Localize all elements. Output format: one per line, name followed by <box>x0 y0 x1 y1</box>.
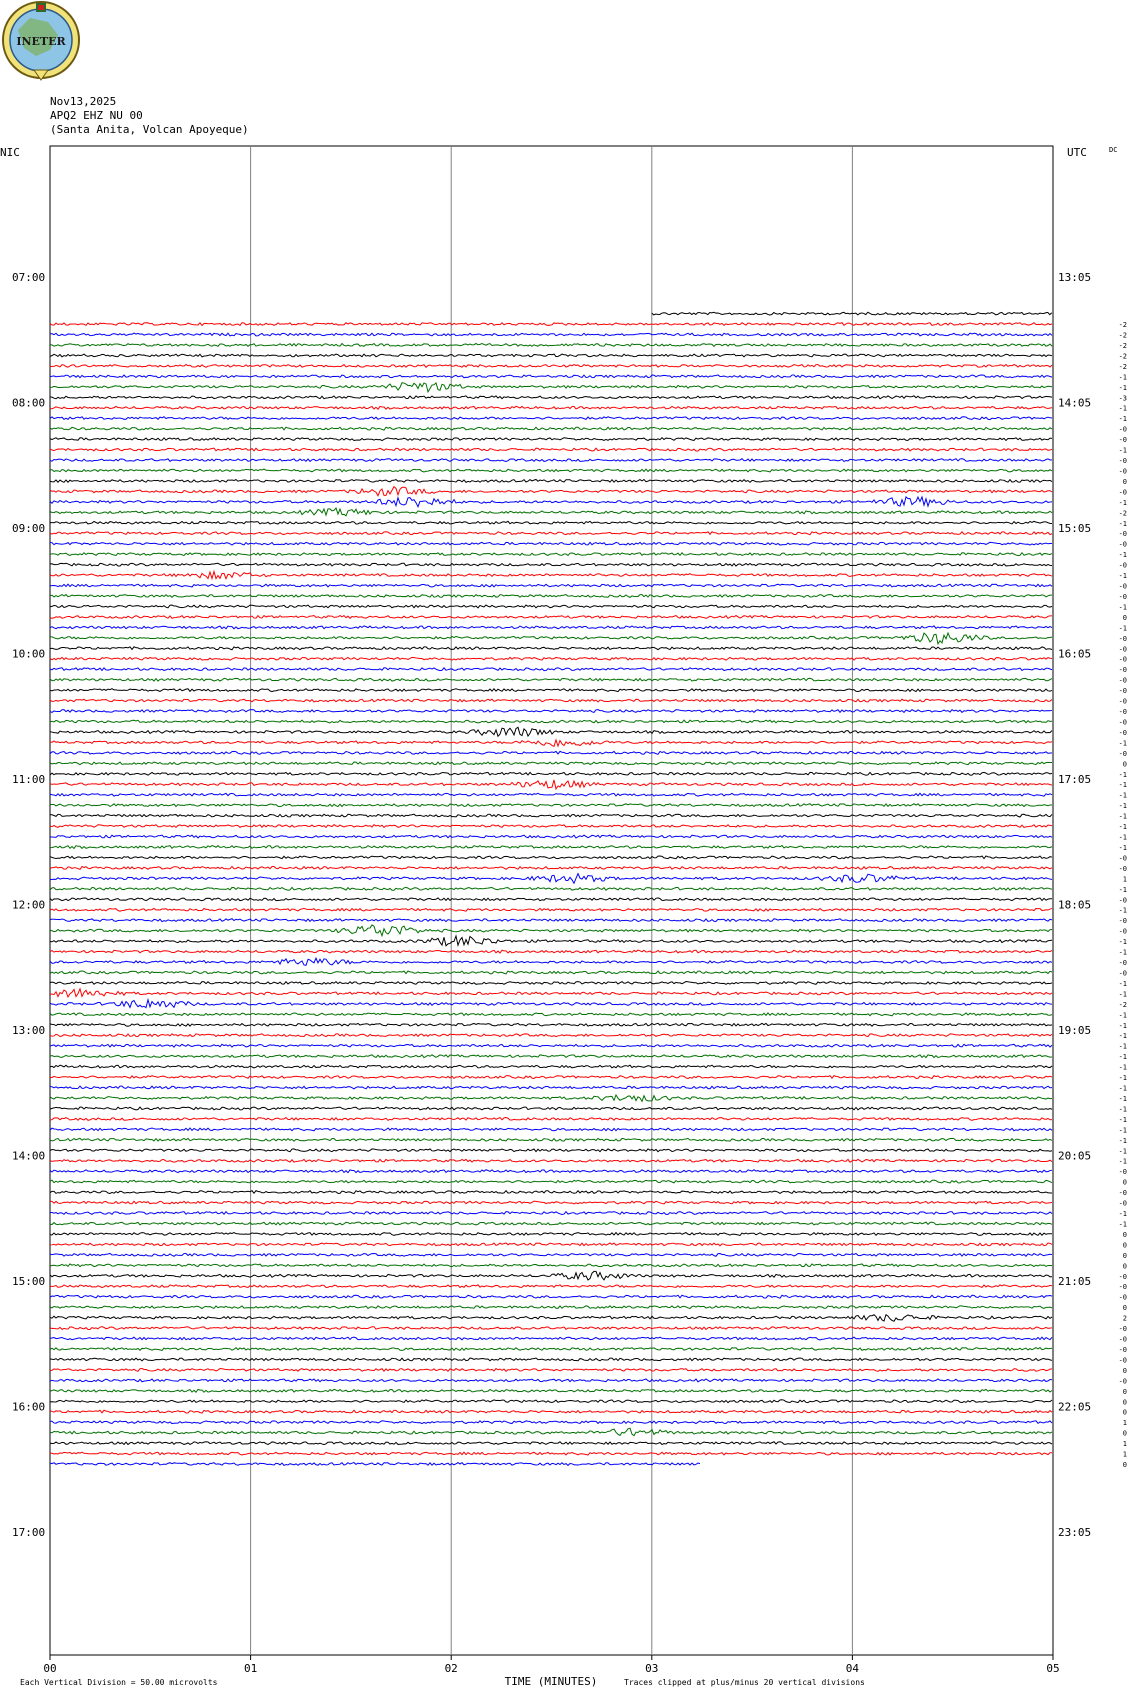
seismic-trace <box>50 1000 1052 1008</box>
dc-offset-value: -1 <box>1118 948 1127 957</box>
seismic-trace <box>50 989 1052 997</box>
seismic-trace <box>50 950 1052 953</box>
dc-offset-value: 1 <box>1122 1440 1127 1449</box>
dc-offset-value: -2 <box>1118 331 1127 340</box>
seismic-trace <box>50 605 1052 608</box>
seismic-trace <box>50 1306 1052 1309</box>
seismic-trace <box>50 720 1052 723</box>
seismic-trace <box>50 1149 1052 1152</box>
seismic-trace <box>50 1180 1052 1183</box>
seismic-trace <box>50 1023 1052 1026</box>
dc-offset-value: -0 <box>1118 969 1127 978</box>
seismic-trace <box>50 532 1052 535</box>
dc-offset-value: 0 <box>1122 1230 1127 1239</box>
seismic-trace <box>50 1118 1052 1121</box>
seismic-trace <box>50 1065 1052 1068</box>
dc-offset-value: -2 <box>1118 341 1127 350</box>
dc-offset-value: -0 <box>1118 457 1127 466</box>
seismic-trace <box>50 793 1052 796</box>
seismic-trace <box>50 406 1052 409</box>
seismic-trace <box>50 751 1052 754</box>
seismic-trace <box>50 1086 1052 1089</box>
dc-offset-value: -1 <box>1118 519 1127 528</box>
dc-offset-value: -1 <box>1118 1084 1127 1093</box>
seismic-trace <box>50 584 1052 587</box>
dc-offset-value: -1 <box>1118 1063 1127 1072</box>
dc-offset-value: -1 <box>1118 1021 1127 1030</box>
seismic-trace <box>50 1253 1052 1256</box>
dc-offset-value: -1 <box>1118 823 1127 832</box>
seismic-trace <box>50 887 1052 890</box>
dc-offset-value: -1 <box>1118 812 1127 821</box>
x-tick-label: 00 <box>43 1662 57 1675</box>
seismic-trace <box>50 427 1052 430</box>
dc-offset-value: -0 <box>1118 1377 1127 1386</box>
x-tick-label: 04 <box>845 1662 860 1675</box>
header-date: Nov13,2025 <box>50 95 117 108</box>
dc-offset-value: -0 <box>1118 561 1127 570</box>
dc-offset-value: 0 <box>1122 1241 1127 1250</box>
dc-offset-value: -1 <box>1118 979 1127 988</box>
seismic-trace <box>50 344 1052 347</box>
dc-offset-value: 0 <box>1122 613 1127 622</box>
seismic-trace <box>50 448 1052 451</box>
left-hour-label: 13:00 <box>12 1024 46 1037</box>
seismic-trace <box>50 668 1052 671</box>
x-axis-label: TIME (MINUTES) <box>504 1675 598 1688</box>
seismic-trace <box>50 487 1052 496</box>
seismic-trace <box>50 323 1052 326</box>
dc-offset-value: -0 <box>1118 634 1127 643</box>
seismic-trace <box>50 1452 1052 1455</box>
seismic-trace <box>50 1222 1052 1225</box>
dc-offset-value: -0 <box>1118 1325 1127 1334</box>
seismic-trace <box>50 856 1052 859</box>
seismic-trace <box>50 925 1052 936</box>
seismic-trace <box>50 333 1052 336</box>
dc-offset-value: 0 <box>1122 1262 1127 1271</box>
left-hour-label: 08:00 <box>12 396 46 410</box>
left-hour-label: 11:00 <box>12 773 46 786</box>
dc-offset-value: 2 <box>1122 1314 1127 1323</box>
seismic-trace <box>50 1191 1052 1194</box>
seismic-trace <box>50 542 1052 545</box>
seismic-trace <box>50 469 1052 472</box>
seismic-trace <box>50 814 1052 817</box>
dc-offset-value: -0 <box>1118 467 1127 476</box>
dc-offset-value: -1 <box>1118 1220 1127 1229</box>
dc-offset-value: -2 <box>1118 321 1127 330</box>
seismic-trace <box>50 626 1052 629</box>
seismic-trace <box>50 1463 700 1466</box>
seismic-trace <box>50 780 1052 789</box>
dc-offset-value: -0 <box>1118 488 1127 497</box>
seismic-trace <box>50 804 1052 807</box>
seismic-trace <box>50 874 1052 884</box>
seismic-trace <box>50 1128 1052 1131</box>
seismic-trace <box>50 521 1052 524</box>
dc-offset-value: -1 <box>1118 1157 1127 1166</box>
seismic-trace <box>652 312 1052 315</box>
dc-offset-value: -1 <box>1118 415 1127 424</box>
dc-offset-value: -0 <box>1118 1356 1127 1365</box>
seismic-trace <box>50 1295 1052 1298</box>
seismic-trace <box>50 1358 1052 1361</box>
right-hour-label: 20:05 <box>1058 1149 1092 1163</box>
seismic-trace <box>50 710 1052 713</box>
dc-offset-value: -0 <box>1118 540 1127 549</box>
seismic-trace <box>50 396 1052 399</box>
dc-offset-value: -1 <box>1118 1074 1127 1083</box>
seismic-trace <box>50 1013 1052 1016</box>
x-tick-label: 03 <box>645 1662 659 1675</box>
dc-offset-value: 0 <box>1122 1178 1127 1187</box>
seismic-trace <box>50 1076 1052 1079</box>
dc-offset-value: 0 <box>1122 1251 1127 1260</box>
dc-offset-value: -2 <box>1118 509 1127 518</box>
dc-offset-value: 0 <box>1122 760 1127 769</box>
seismic-trace <box>50 354 1052 357</box>
dc-offset-value: -0 <box>1118 676 1127 685</box>
seismic-trace <box>50 678 1052 681</box>
right-axis-label: UTC <box>1067 146 1087 159</box>
seismic-trace <box>50 508 1052 516</box>
seismic-trace <box>50 417 1052 420</box>
dc-offset-value: -0 <box>1118 1168 1127 1177</box>
logo-text: INETER <box>16 35 66 48</box>
seismic-trace <box>50 1095 1052 1101</box>
seismic-trace <box>50 1421 1052 1424</box>
dc-offset-value: 1 <box>1122 1450 1127 1459</box>
seismic-trace <box>50 657 1052 660</box>
dc-offset-value: -0 <box>1118 1345 1127 1354</box>
seismic-trace <box>50 615 1052 618</box>
left-hour-label: 16:00 <box>12 1400 46 1414</box>
dc-offset-value: -1 <box>1118 572 1127 581</box>
dc-label: DC <box>1109 146 1118 154</box>
dc-offset-value: 0 <box>1122 1304 1127 1313</box>
seismic-trace <box>50 1348 1052 1351</box>
right-hour-label: 21:05 <box>1058 1275 1092 1288</box>
seismic-trace <box>50 908 1052 911</box>
seismic-trace <box>50 825 1052 828</box>
left-hour-label: 07:00 <box>12 271 46 284</box>
dc-offset-value: -1 <box>1118 1126 1127 1135</box>
seismic-trace <box>50 699 1052 702</box>
footer-scale-note: Each Vertical Division = 50.00 microvolts <box>20 1678 218 1687</box>
dc-offset-value: -1 <box>1118 802 1127 811</box>
seismic-trace <box>50 1271 1052 1280</box>
dc-offset-value: -1 <box>1118 1053 1127 1062</box>
left-hour-label: 14:00 <box>12 1149 46 1163</box>
dc-offset-value: 1 <box>1122 875 1127 884</box>
dc-offset-value: -0 <box>1118 592 1127 601</box>
seismic-trace <box>50 1243 1052 1246</box>
seismic-trace <box>50 1159 1052 1162</box>
dc-offset-value: -0 <box>1118 917 1127 926</box>
dc-offset-value: -0 <box>1118 708 1127 717</box>
seismic-trace <box>50 1327 1052 1330</box>
seismic-trace <box>50 1410 1052 1413</box>
footer-clip-note: Traces clipped at plus/minus 20 vertical divisions <box>624 1678 865 1687</box>
seismic-trace <box>50 1337 1052 1340</box>
seismic-trace <box>50 1389 1052 1392</box>
left-axis-label: NIC <box>0 146 20 159</box>
header-location: (Santa Anita, Volcan Apoyeque) <box>50 123 249 136</box>
dc-offset-value: -1 <box>1118 373 1127 382</box>
seismic-trace <box>50 383 1052 392</box>
dc-offset-value: -0 <box>1118 666 1127 675</box>
dc-offset-value: -1 <box>1118 990 1127 999</box>
dc-offset-value: -0 <box>1118 959 1127 968</box>
seismic-trace <box>50 689 1052 692</box>
dc-offset-value: -1 <box>1118 446 1127 455</box>
dc-offset-value: -1 <box>1118 1011 1127 1020</box>
dc-offset-value: -0 <box>1118 425 1127 434</box>
dc-offset-value: 0 <box>1122 1387 1127 1396</box>
dc-offset-value: -0 <box>1118 697 1127 706</box>
dc-offset-value: -1 <box>1118 906 1127 915</box>
seismic-trace <box>50 971 1052 974</box>
dc-offset-value: -1 <box>1118 624 1127 633</box>
seismic-trace <box>50 919 1052 922</box>
dc-offset-value: 0 <box>1122 1366 1127 1375</box>
seismic-trace <box>50 1138 1052 1141</box>
seismic-trace <box>50 835 1052 838</box>
dc-offset-value: -1 <box>1118 551 1127 560</box>
dc-offset-value: -0 <box>1118 655 1127 664</box>
dc-offset-value: -1 <box>1118 885 1127 894</box>
dc-offset-value: 0 <box>1122 1461 1127 1470</box>
seismic-trace <box>50 958 1052 965</box>
right-hour-label: 22:05 <box>1058 1400 1092 1414</box>
dc-offset-value: -1 <box>1118 1115 1127 1124</box>
seismic-trace <box>50 1233 1052 1236</box>
dc-offset-value: -0 <box>1118 687 1127 696</box>
dc-offset-value: -3 <box>1118 394 1127 403</box>
x-tick-label: 02 <box>444 1662 458 1675</box>
seismic-trace <box>50 479 1052 482</box>
dc-offset-value: -0 <box>1118 896 1127 905</box>
seismic-trace <box>50 772 1052 775</box>
seismic-trace <box>50 438 1052 441</box>
seismic-trace <box>50 647 1052 650</box>
seismic-trace <box>50 563 1052 566</box>
seismic-trace <box>50 1212 1052 1215</box>
seismic-trace <box>50 364 1052 367</box>
dc-offset-value: -0 <box>1118 530 1127 539</box>
right-hour-label: 14:05 <box>1058 396 1092 410</box>
seismic-trace <box>50 1379 1052 1382</box>
seismic-trace <box>50 936 1052 946</box>
seismic-trace <box>50 595 1052 598</box>
left-hour-label: 12:00 <box>12 898 46 912</box>
dc-offset-value: -0 <box>1118 436 1127 445</box>
dc-offset-value: -1 <box>1118 739 1127 748</box>
dc-offset-value: -1 <box>1118 603 1127 612</box>
dc-offset-value: -0 <box>1118 1272 1127 1281</box>
right-hour-label: 19:05 <box>1058 1024 1092 1037</box>
left-hour-label: 09:00 <box>12 522 46 535</box>
dc-offset-value: -0 <box>1118 582 1127 591</box>
seismic-trace <box>50 1400 1052 1403</box>
seismic-trace <box>50 1428 1052 1435</box>
left-hour-label: 15:00 <box>12 1275 46 1288</box>
dc-offset-value: 1 <box>1122 1419 1127 1428</box>
header-station: APQ2 EHZ NU 00 <box>50 109 143 122</box>
dc-offset-value: -0 <box>1118 728 1127 737</box>
seismic-trace <box>50 1285 1052 1288</box>
dc-offset-value: -1 <box>1118 833 1127 842</box>
right-hour-label: 16:05 <box>1058 647 1092 661</box>
seismic-trace <box>50 1055 1052 1058</box>
dc-offset-value: -1 <box>1118 1042 1127 1051</box>
dc-offset-value: 0 <box>1122 1398 1127 1407</box>
dc-offset-value: -0 <box>1118 1199 1127 1208</box>
seismic-trace <box>50 1442 1052 1445</box>
seismic-trace <box>50 633 1052 644</box>
dc-offset-value: -0 <box>1118 927 1127 936</box>
seismic-trace <box>50 727 1052 736</box>
dc-offset-value: -2 <box>1118 1000 1127 1009</box>
dc-offset-value: -0 <box>1118 1283 1127 1292</box>
dc-offset-value: -1 <box>1118 843 1127 852</box>
dc-offset-value: -0 <box>1118 854 1127 863</box>
dc-offset-value: 0 <box>1122 1408 1127 1417</box>
dc-offset-value: -1 <box>1118 1147 1127 1156</box>
x-tick-label: 01 <box>243 1662 258 1675</box>
seismic-trace <box>50 866 1052 869</box>
dc-offset-value: -1 <box>1118 498 1127 507</box>
dc-offset-value: -1 <box>1118 1105 1127 1114</box>
dc-offset-value: -1 <box>1118 1032 1127 1041</box>
seismic-trace <box>50 982 1052 985</box>
dc-offset-value: -1 <box>1118 770 1127 779</box>
right-hour-label: 17:05 <box>1058 773 1092 786</box>
seismic-trace <box>50 1315 1052 1322</box>
dc-offset-value: -0 <box>1118 864 1127 873</box>
dc-offset-value: -0 <box>1118 1189 1127 1198</box>
seismic-trace <box>50 1034 1052 1037</box>
seismic-trace <box>50 375 1052 378</box>
dc-offset-value: -0 <box>1118 1335 1127 1344</box>
seismic-trace <box>50 898 1052 901</box>
seismic-trace <box>50 459 1052 462</box>
seismic-trace <box>50 740 1052 747</box>
dc-offset-value: -0 <box>1118 749 1127 758</box>
dc-offset-value: -1 <box>1118 404 1127 413</box>
dc-offset-value: 0 <box>1122 477 1127 486</box>
dc-offset-value: -1 <box>1118 1094 1127 1103</box>
right-hour-label: 23:05 <box>1058 1526 1092 1539</box>
right-hour-label: 15:05 <box>1058 522 1092 535</box>
dc-offset-value: 0 <box>1122 1429 1127 1438</box>
seismic-trace <box>50 1170 1052 1173</box>
dc-offset-value: -0 <box>1118 718 1127 727</box>
dc-offset-value: -1 <box>1118 938 1127 947</box>
dc-offset-value: -1 <box>1118 791 1127 800</box>
seismic-trace <box>50 1369 1052 1372</box>
seismic-trace <box>50 846 1052 849</box>
dc-offset-value: -1 <box>1118 1136 1127 1145</box>
dc-offset-value: -1 <box>1118 383 1127 392</box>
dc-offset-value: -0 <box>1118 645 1127 654</box>
seismic-trace <box>50 1201 1052 1204</box>
dc-offset-value: -0 <box>1118 1293 1127 1302</box>
left-hour-label: 17:00 <box>12 1526 46 1539</box>
dc-offset-value: -2 <box>1118 362 1127 371</box>
seismic-trace <box>50 1044 1052 1047</box>
right-hour-label: 18:05 <box>1058 898 1092 912</box>
left-hour-label: 10:00 <box>12 647 46 661</box>
x-tick-label: 05 <box>1046 1662 1060 1675</box>
seismic-trace <box>50 1107 1052 1110</box>
seismic-trace <box>50 553 1052 556</box>
dc-offset-value: -1 <box>1118 1210 1127 1219</box>
dc-offset-value: -2 <box>1118 352 1127 361</box>
seismic-trace <box>50 497 1052 507</box>
dc-offset-value: -1 <box>1118 781 1127 790</box>
seismic-trace <box>50 762 1052 765</box>
seismic-trace <box>50 571 1052 578</box>
right-hour-label: 13:05 <box>1058 271 1092 284</box>
seismic-trace <box>50 1264 1052 1267</box>
